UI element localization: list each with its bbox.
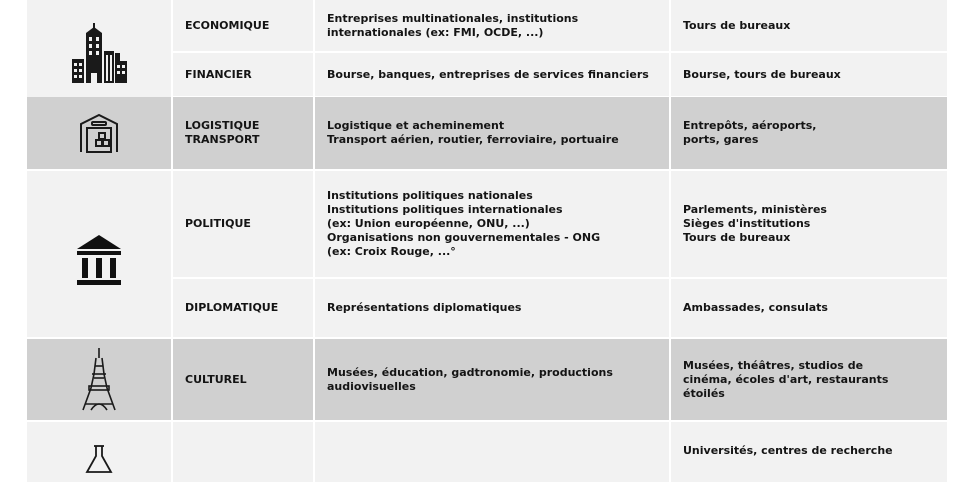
table-row — [27, 97, 947, 169]
table-row — [27, 171, 947, 277]
description-cell: Institutions politiques nationales Institutions politiques internationales (ex: Union européenne, ONU, ...) Organisations non gouvernementales - ONG (ex: Croix Rouge, ...° — [315, 171, 669, 277]
category-cell: FINANCIER — [173, 53, 313, 96]
locations-cell: Universités, centres de recherche — [671, 422, 947, 482]
warehouse-icon — [78, 98, 120, 168]
locations-cell: Tours de bureaux — [671, 0, 947, 51]
locations-cell: Bourse, tours de bureaux — [671, 53, 947, 96]
table-row — [27, 279, 947, 337]
table-row — [27, 339, 947, 420]
locations-cell: Musées, théâtres, studios de cinéma, écoles d'art, restaurants étoilés — [671, 339, 947, 420]
icon-cell — [27, 97, 171, 169]
category-cell: DIPLOMATIQUE — [173, 279, 313, 337]
description-cell: Représentations diplomatiques — [315, 279, 669, 337]
category-cell: ECONOMIQUE — [173, 0, 313, 51]
table-row — [27, 422, 947, 482]
locations-cell: Entrepôts, aéroports, ports, gares — [671, 97, 947, 169]
description-cell: Entreprises multinationales, institutions internationales (ex: FMI, OCDE, ...) — [315, 0, 669, 51]
category-cell — [173, 422, 313, 482]
category-cell: LOGISTIQUE TRANSPORT — [173, 97, 313, 169]
category-cell: POLITIQUE — [173, 171, 313, 277]
locations-cell: Ambassades, consulats — [671, 279, 947, 337]
icon-cell — [27, 339, 171, 420]
locations-cell: Parlements, ministères Sièges d'institutions Tours de bureaux — [671, 171, 947, 277]
lab-flask-icon — [84, 430, 114, 488]
icon-cell — [27, 422, 171, 482]
description-cell — [315, 422, 669, 482]
description-cell: Logistique et acheminement Transport aérien, routier, ferroviaire, portuaire — [315, 97, 669, 169]
table-row — [27, 0, 947, 51]
category-cell: CULTUREL — [173, 339, 313, 420]
eiffel-tower-icon — [79, 334, 119, 426]
table-row — [27, 53, 947, 96]
geography-function-table — [27, 0, 947, 457]
description-cell: Bourse, banques, entreprises de services financiers — [315, 53, 669, 96]
description-cell: Musées, éducation, gadtronomie, productions audiovisuelles — [315, 339, 669, 420]
